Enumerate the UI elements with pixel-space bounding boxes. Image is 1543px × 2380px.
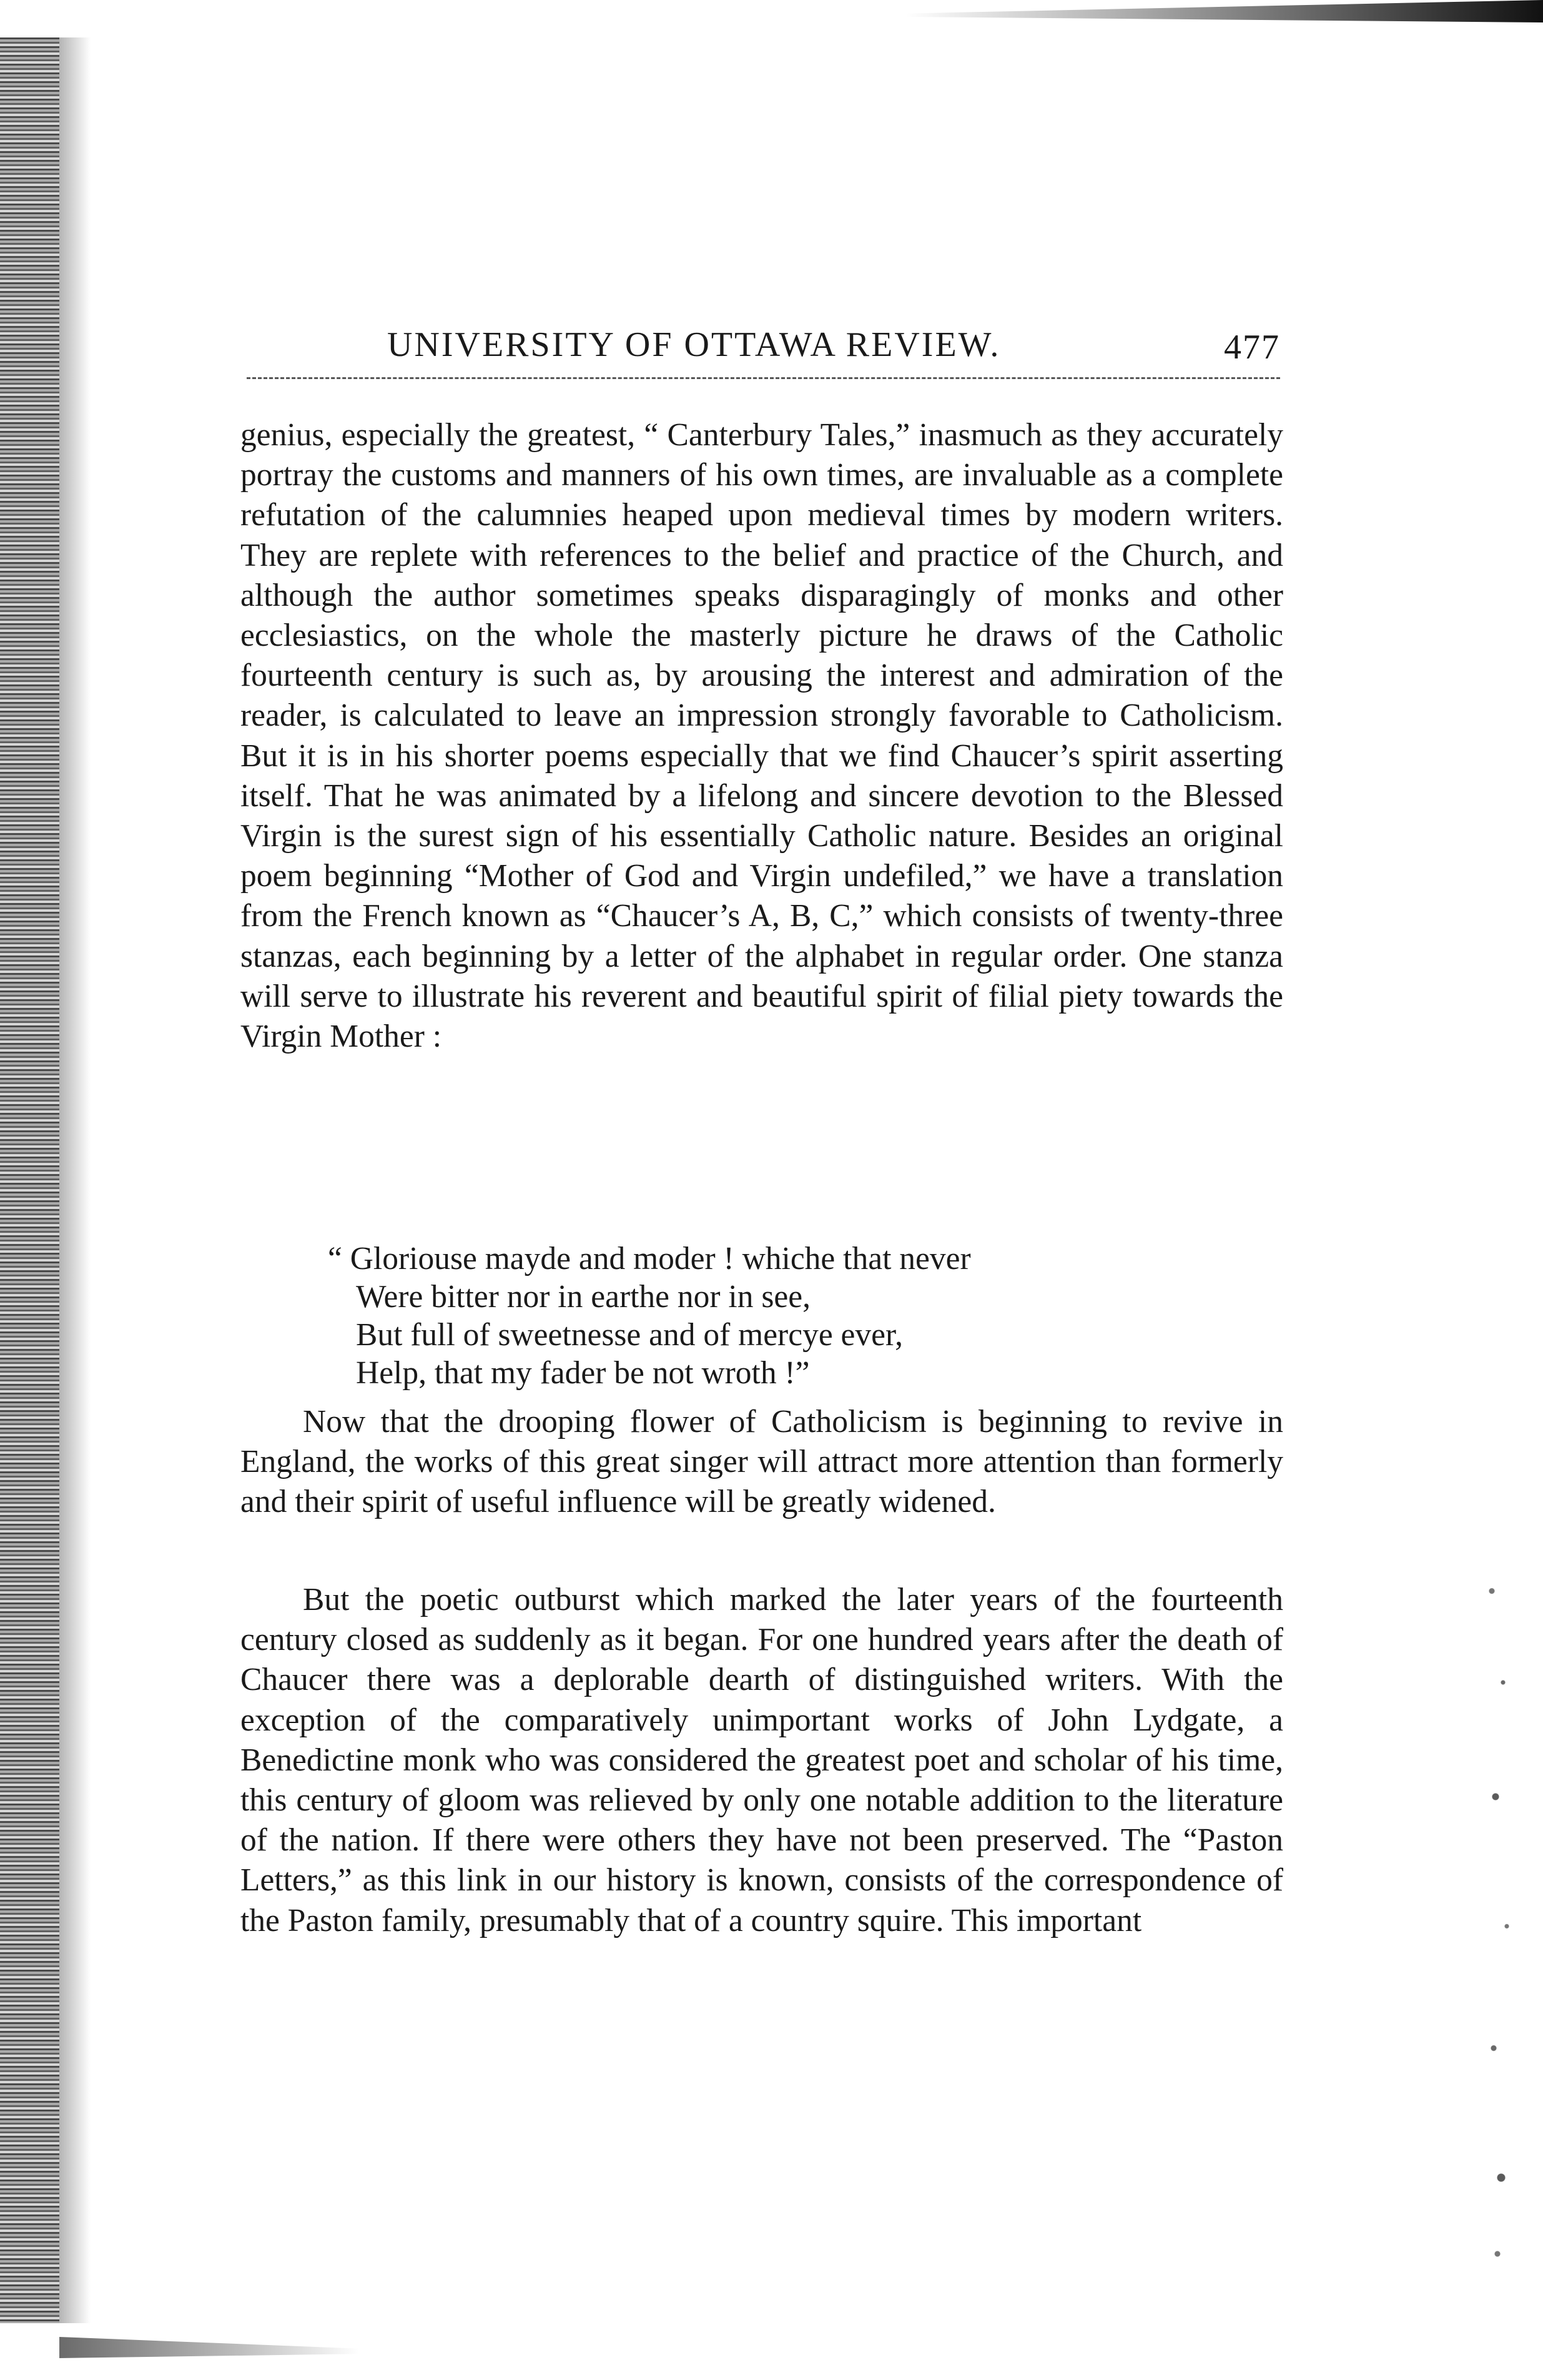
paragraph-text: genius, especially the greatest, “ Canterbury Tales,” inasmuch as they accurately portray the customs and manners of his own times, are invaluable as a complete refutation of the calumnies heaped upon medieval times by modern writers. They are replete with references to the belief and practice of the Church, and although the author sometimes speaks disparagingly of monks and other ecclesiastics, on the whole the masterly picture he draws of the Catholic fourteenth century is such as, by arousing the interest and admiration of the reader, is calculated to leave an impression strongly favorable to Catholicism. But it is in his shorter poems especially that we find Chaucer’s spirit asserting itself. That he was animated by a lifelong and sincere devotion to the Blessed Virgin is the surest sign of his essentially Catholic nature. Besides an original poem beginning “Mother of God and Virgin undefiled,” we have a translation from the French known as “Chaucer’s A, B, C,” which consists of twenty-three stanzas, each beginning by a letter of the alphabet in regular order. One stanza will serve to illustrate his reverent and beautiful spirit of filial piety towards the Virgin Mother : — [240, 417, 1283, 1055]
body-paragraph-3 — [240, 1580, 1283, 1941]
paragraph-text: Now that the drooping flower of Catholicism is beginning to revive in England, the works of this great singer will attract more attention than formerly and their spirit of useful influence will be greatly widened. — [240, 1404, 1283, 1520]
header-rule — [247, 377, 1280, 379]
body-paragraph-2 — [240, 1402, 1283, 1523]
running-title: UNIVERSITY OF OTTAWA REVIEW. — [387, 325, 1001, 364]
verse-stanza — [328, 1240, 1140, 1392]
scan-top-edge — [906, 0, 1543, 22]
scan-binding-edge — [0, 37, 59, 2323]
verse-line-2: Were bitter nor in earthe nor in see, — [356, 1279, 811, 1315]
scan-edge-shadow — [59, 37, 91, 2323]
page-header — [247, 325, 1280, 381]
verse-line-1: “ Gloriouse mayde and moder ! whiche that never — [328, 1241, 971, 1276]
verse-line-4: Help, that my fader be not wroth !” — [356, 1355, 810, 1391]
page-number: 477 — [1224, 328, 1280, 367]
scan-bottom-edge — [59, 2337, 359, 2358]
body-paragraph-1 — [240, 415, 1283, 1057]
scan-margin-specks — [1481, 1530, 1518, 2292]
paragraph-text: But the poetic outburst which marked the later years of the fourteenth century closed as suddenly as it began. For one hundred years after the death of Chaucer there was a deplorable dearth of distinguished writers. With the exception of the comparatively unimportant works of John Lydgate, a Benedictine monk who was considered the greatest poet and scholar of his time, this century of gloom was relieved by only one notable addition to the literature of the nation. If there were others they have not been preserved. The “Paston Letters,” as this link in our history is known, consists of the correspondence of the Paston family, presumably that of a country squire. This important — [240, 1582, 1283, 1938]
verse-line-3: But full of sweetnesse and of mercye ever, — [356, 1317, 903, 1353]
